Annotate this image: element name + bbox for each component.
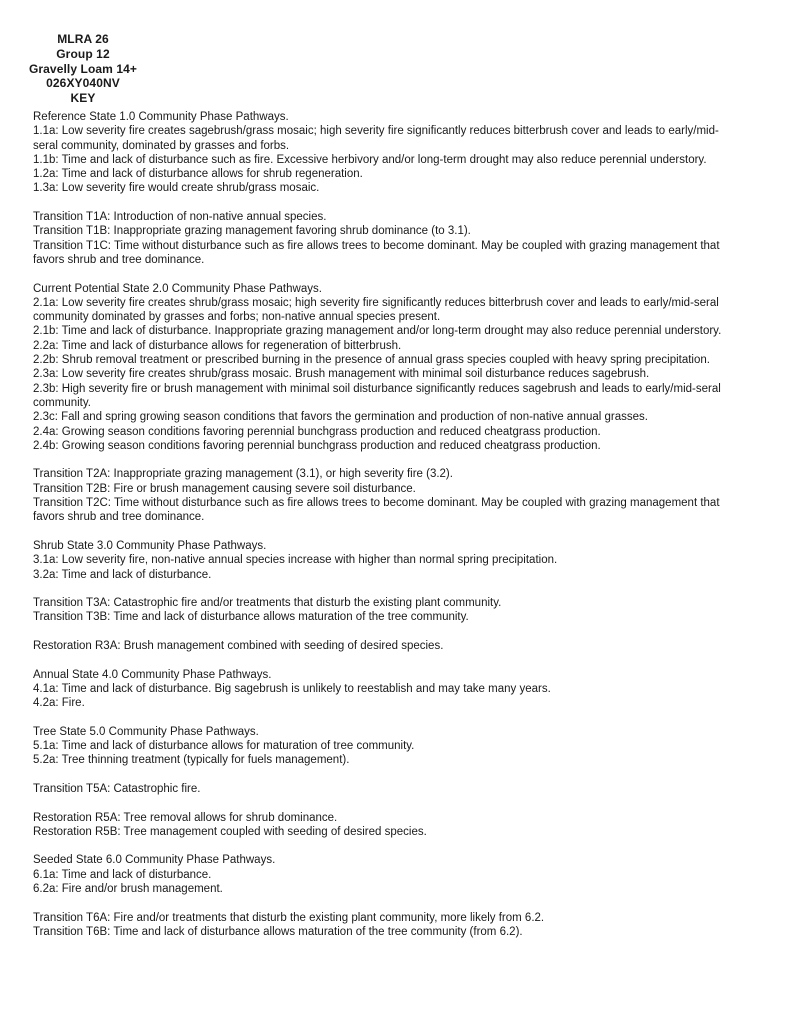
- text-line: community.: [33, 396, 91, 409]
- text-line: 2.1b: Time and lack of disturbance. Inappropriate grazing management and/or long-term drought may also reduce perennial understory.: [33, 325, 722, 338]
- text-line: 2.3b: High severity fire or brush management with minimal soil disturbance significantly reduces sagebrush and leads to early/mid-seral: [33, 382, 721, 395]
- text-line: Transition T2C: Time without disturbance such as fire allows trees to become dominant. May be coupled with grazing management that: [33, 497, 720, 510]
- text-line: 2.3c: Fall and spring growing season conditions that favors the germination and production of non-native annual grasses.: [33, 411, 648, 424]
- text-line: 4.2a: Fire.: [33, 697, 85, 710]
- text-line: Current Potential State 2.0 Community Phase Pathways.: [33, 282, 322, 295]
- text-line: 2.2a: Time and lack of disturbance allows for regeneration of bitterbrush.: [33, 339, 402, 352]
- text-line: 1.3a: Low severity fire would create shrub/grass mosaic.: [33, 182, 320, 195]
- blank-line: [33, 625, 793, 639]
- document-header: [0, 32, 166, 106]
- blank-line: [33, 796, 793, 810]
- text-line: 2.1a: Low severity fire creates shrub/grass mosaic; high severity fire significantly reduces bitterbrush cover and leads to early/mid-seral: [33, 296, 719, 309]
- text-line: Transition T6B: Time and lack of disturbance allows maturation of the tree community (from 6.2).: [33, 925, 523, 938]
- header-key-label: KEY: [70, 91, 96, 106]
- text-line: Transition T3A: Catastrophic fire and/or treatments that disturb the existing plant community.: [33, 597, 502, 610]
- text-line: community dominated by grasses and forbs; non-native annual species present.: [33, 311, 441, 324]
- text-line: Shrub State 3.0 Community Phase Pathways.: [33, 539, 267, 552]
- text-line: Transition T6A: Fire and/or treatments that disturb the existing plant community, more likely from 6.2.: [33, 911, 545, 924]
- text-line: 3.1a: Low severity fire, non-native annual species increase with higher than normal spring precipitation.: [33, 554, 558, 567]
- text-line: Transition T1C: Time without disturbance such as fire allows trees to become dominant. May be coupled with grazing management that: [33, 239, 720, 252]
- text-line: 4.1a: Time and lack of disturbance. Big sagebrush is unlikely to reestablish and may take many years.: [33, 682, 551, 695]
- text-line: Transition T2B: Fire or brush management causing severe soil disturbance.: [33, 482, 416, 495]
- text-line: 6.2a: Fire and/or brush management.: [33, 883, 223, 896]
- blank-line: [33, 196, 793, 210]
- blank-line: [33, 453, 793, 467]
- blank-line: [33, 896, 793, 910]
- text-line: 1.1a: Low severity fire creates sagebrush/grass mosaic; high severity fire significantly reduces bitterbrush cover and leads to early/mid-: [33, 125, 719, 138]
- text-line: Transition T1B: Inappropriate grazing management favoring shrub dominance (to 3.1).: [33, 225, 471, 238]
- text-line: 2.4b: Growing season conditions favoring perennial bunchgrass production and reduced cheatgrass production.: [33, 439, 601, 452]
- text-line: favors shrub and tree dominance.: [33, 253, 205, 266]
- header-site-id: 026XY040NV: [46, 76, 120, 91]
- header-mlra: MLRA 26: [57, 32, 109, 46]
- text-line: Restoration R5B: Tree management coupled with seeding of desired species.: [33, 825, 427, 838]
- blank-line: [33, 653, 793, 667]
- text-line: 1.2a: Time and lack of disturbance allows for shrub regeneration.: [33, 168, 363, 181]
- blank-line: [33, 267, 793, 281]
- text-line: Restoration R3A: Brush management combined with seeding of desired species.: [33, 639, 444, 652]
- text-line: Restoration R5A: Tree removal allows for shrub dominance.: [33, 811, 338, 824]
- text-line: 2.4a: Growing season conditions favoring perennial bunchgrass production and reduced cheatgrass production.: [33, 425, 601, 438]
- blank-line: [33, 525, 793, 539]
- text-line: Tree State 5.0 Community Phase Pathways.: [33, 725, 259, 738]
- text-line: 5.1a: Time and lack of disturbance allows for maturation of tree community.: [33, 740, 415, 753]
- blank-line: [33, 582, 793, 596]
- document-body: [33, 110, 793, 939]
- text-line: 1.1b: Time and lack of disturbance such as fire. Excessive herbivory and/or long-term drought may also reduce perennial understory.: [33, 153, 707, 166]
- text-line: Annual State 4.0 Community Phase Pathways.: [33, 668, 272, 681]
- text-line: Transition T5A: Catastrophic fire.: [33, 782, 201, 795]
- text-line: 3.2a: Time and lack of disturbance.: [33, 568, 212, 581]
- text-line: Transition T3B: Time and lack of disturbance allows maturation of the tree community.: [33, 611, 469, 624]
- text-line: seral community, dominated by grasses and forbs.: [33, 139, 290, 152]
- blank-line: [33, 710, 793, 724]
- blank-line: [33, 768, 793, 782]
- text-line: 6.1a: Time and lack of disturbance.: [33, 868, 212, 881]
- text-line: Seeded State 6.0 Community Phase Pathways.: [33, 854, 276, 867]
- text-line: 2.3a: Low severity fire creates shrub/grass mosaic. Brush management with minimal soil disturbance reduces sagebrush.: [33, 368, 650, 381]
- text-line: 2.2b: Shrub removal treatment or prescribed burning in the presence of annual grass species coupled with heavy spring precipitation.: [33, 354, 710, 367]
- blank-line: [33, 839, 793, 853]
- text-line: Reference State 1.0 Community Phase Pathways.: [33, 111, 289, 123]
- text-line: Transition T2A: Inappropriate grazing management (3.1), or high severity fire (3.2).: [33, 468, 453, 481]
- header-site-name: Gravelly Loam 14+: [28, 61, 138, 76]
- header-group: Group 12: [56, 46, 110, 61]
- text-line: 5.2a: Tree thinning treatment (typically for fuels management).: [33, 754, 350, 767]
- text-line: favors shrub and tree dominance.: [33, 511, 205, 524]
- text-line: Transition T1A: Introduction of non-native annual species.: [33, 211, 327, 224]
